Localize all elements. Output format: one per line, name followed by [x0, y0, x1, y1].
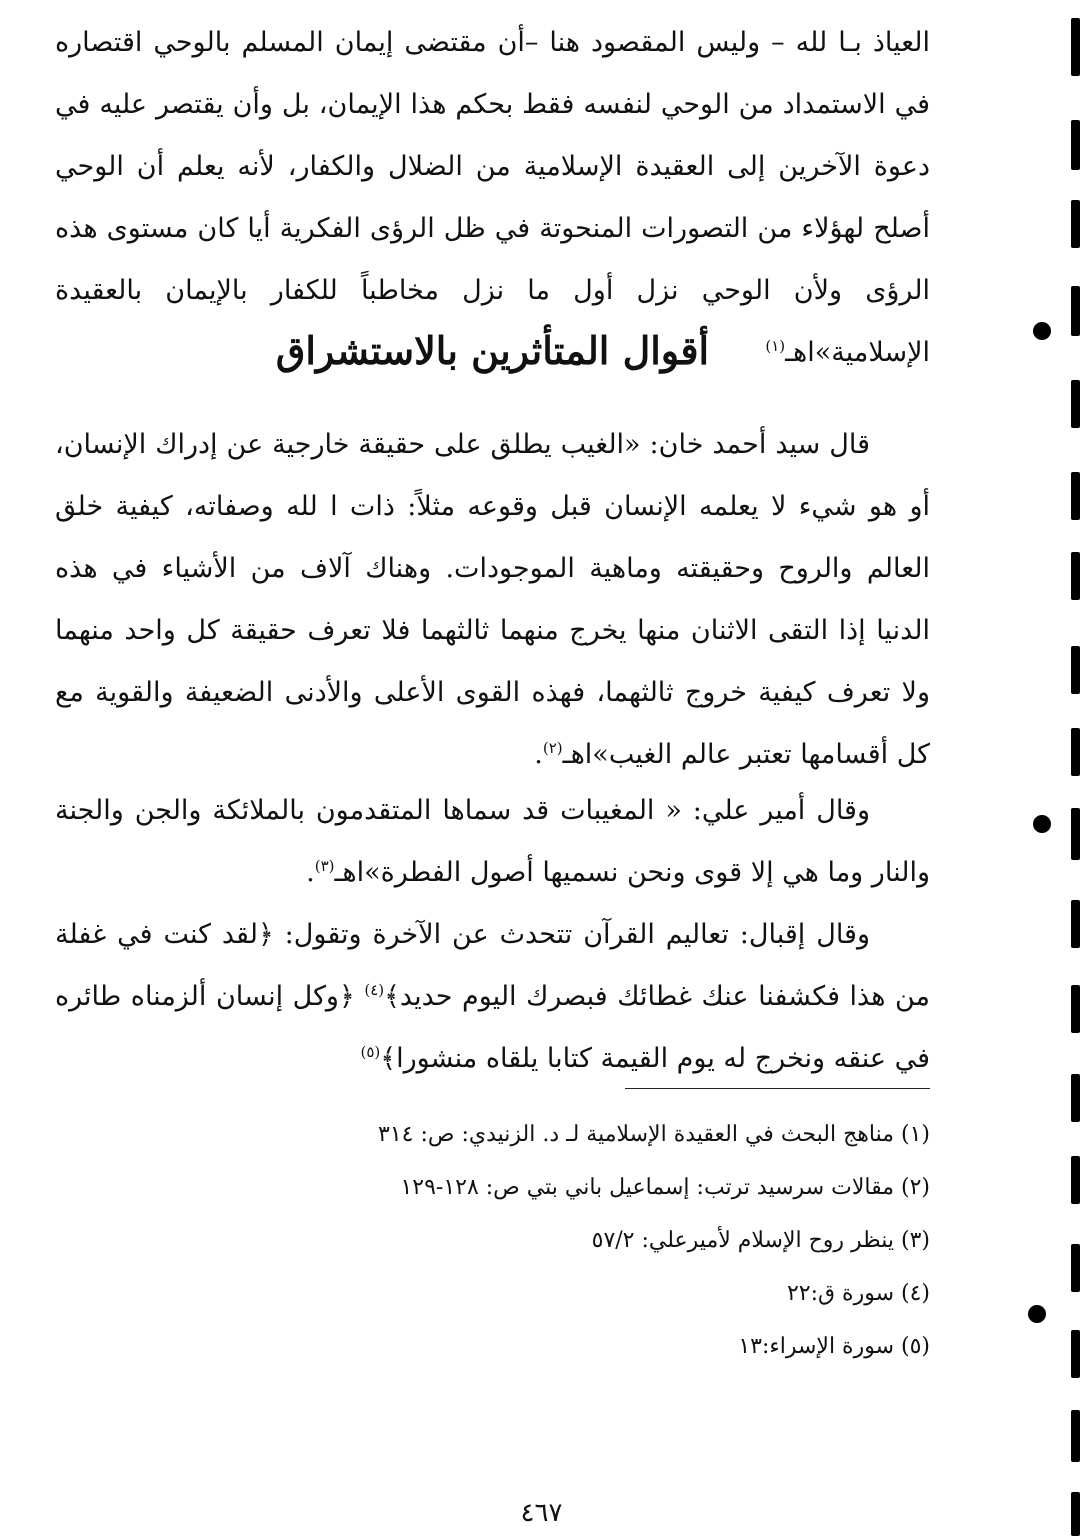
paragraph-3-text: وقال أمير علي: « المغيبات قد سماها المتقدمون بالملائكة والجن والجنة والنار وما هي إلا قوى ونحن نسميها أصول الفطرة»اهـ	[55, 795, 930, 888]
footnote-3: (٣) ينظر روح الإسلام لأميرعلي: ٥٧/٢	[591, 1228, 930, 1253]
binding-bar	[1071, 120, 1080, 170]
paragraph-amir-ali: وقال أمير علي: « المغيبات قد سماها المتقدمون بالملائكة والجن والجنة والنار وما هي إلا قوى ونحن نسميها أصول الفطرة»اهـ$^{(٣)}$.	[55, 795, 930, 888]
footnote-4: (٤) سورة ق:٢٢	[786, 1281, 930, 1306]
footnote-ref-4: (٤)	[364, 981, 385, 999]
binding-hole	[1028, 1305, 1046, 1323]
binding-bar	[1071, 985, 1080, 1033]
binding-marks	[1023, 0, 1083, 1536]
footnote-ref-1: (١)	[765, 337, 786, 355]
binding-bar	[1071, 1156, 1080, 1204]
page-body	[55, 0, 930, 1536]
binding-bar	[1071, 808, 1080, 860]
footnote-5: (٥) سورة الإسراء:١٣	[738, 1334, 930, 1359]
paragraph-4-text-b: ﴿وكل إنسان ألزمناه طائره في عنقه ونخرج له يوم القيمة كتابا يلقاه منشورا﴾	[55, 981, 930, 1074]
footnote-1: (١) مناهج البحث في العقيدة الإسلامية لـ د. الزنيدي: ص: ٣١٤	[378, 1122, 930, 1147]
binding-hole	[1033, 815, 1051, 833]
footnote-ref-2: (٢)	[542, 739, 563, 757]
paragraph-2-text: قال سيد أحمد خان: «الغيب يطلق على حقيقة خارجية عن إدراك الإنسان، أو هو شيء لا يعلمه الإنسان قبل وقوعه مثلاً: ذات ا لله وصفاته، كيفية خلق العالم والروح وحقيقته وماهية الموجودات. وهناك آلاف من الأشياء في هذه الدنيا إذا التقى الاثنان منها يخرج منهما ثالثهما فلا تعرف حقيقة كل واحد منهما ولا تعرف كيفية خروج ثالثهما، فهذه القوى الأعلى والأدنى الضعيفة والقوية مع كل أقسامها تعتبر عالم الغيب»اهـ	[55, 429, 930, 770]
binding-bar	[1071, 1074, 1080, 1122]
binding-bar	[1071, 1492, 1080, 1536]
binding-bar	[1071, 380, 1080, 428]
binding-bar	[1071, 552, 1080, 600]
footnotes-list	[55, 1108, 930, 1373]
binding-bar	[1071, 728, 1080, 776]
binding-bar	[1071, 286, 1080, 336]
paragraph-1-text: العياذ بـا لله – وليس المقصود هنا –أن مقتضى إيمان المسلم بالوحي اقتصاره في الاستمداد من الوحي لنفسه فقط بحكم هذا الإيمان، بل وأن يقتصر عليه في دعوة الآخرين إلى العقيدة الإسلامية من الضلال والكفار، لأنه يعلم أن الوحي أصلح لهؤلاء من التصورات المنحوتة في ظل الرؤى الفكرية أيا كان مستوى هذه الرؤى ولأن الوحي نزل أول ما نزل مخاطباً للكفار بالإيمان بالعقيدة الإسلامية»اهـ	[55, 27, 930, 368]
binding-bar	[1071, 200, 1080, 248]
paragraph-sayyid-ahmad-khan: قال سيد أحمد خان: «الغيب يطلق على حقيقة خارجية عن إدراك الإنسان، أو هو شيء لا يعلمه الإنسان قبل وقوعه مثلاً: ذات ا لله وصفاته، كيفية خلق العالم والروح وحقيقته وماهية الموجودات. وهناك آلاف من الأشياء في هذه الدنيا إذا التقى الاثنان منها يخرج منهما ثالثهما فلا تعرف حقيقة كل واحد منهما ولا تعرف كيفية خروج ثالثهما، فهذه القوى الأعلى والأدنى الضعيفة والقوية مع كل أقسامها تعتبر عالم الغيب»اهـ$^{(٢)}$.	[55, 429, 930, 770]
footnote-divider	[625, 1088, 930, 1089]
binding-bar	[1071, 18, 1080, 76]
paragraph-4-text-a: وقال إقبال: تعاليم القرآن تتحدث عن الآخرة وتقول: ﴿لقد كنت في غفلة من هذا فكشفنا عنك غطائك فبصرك اليوم حديد﴾	[55, 919, 930, 1012]
page-number: ٤٦٧	[520, 1498, 563, 1528]
binding-bar	[1071, 1330, 1080, 1378]
footnote-2: (٢) مقالات سرسيد ترتب: إسماعيل باني بتي ص: ١٢٨-١٢٩	[400, 1175, 930, 1200]
binding-bar	[1071, 472, 1080, 520]
binding-bar	[1071, 1244, 1080, 1292]
binding-bar	[1071, 1410, 1080, 1462]
binding-bar	[1071, 900, 1080, 948]
footnote-ref-5: (٥)	[360, 1043, 381, 1061]
paragraph-iqbal	[55, 904, 930, 1090]
section-heading: أقوال المتأثرين بالاستشراق	[275, 328, 710, 373]
binding-bar	[1071, 646, 1080, 694]
binding-hole	[1033, 322, 1051, 340]
footnote-ref-3: (٣)	[314, 857, 335, 875]
